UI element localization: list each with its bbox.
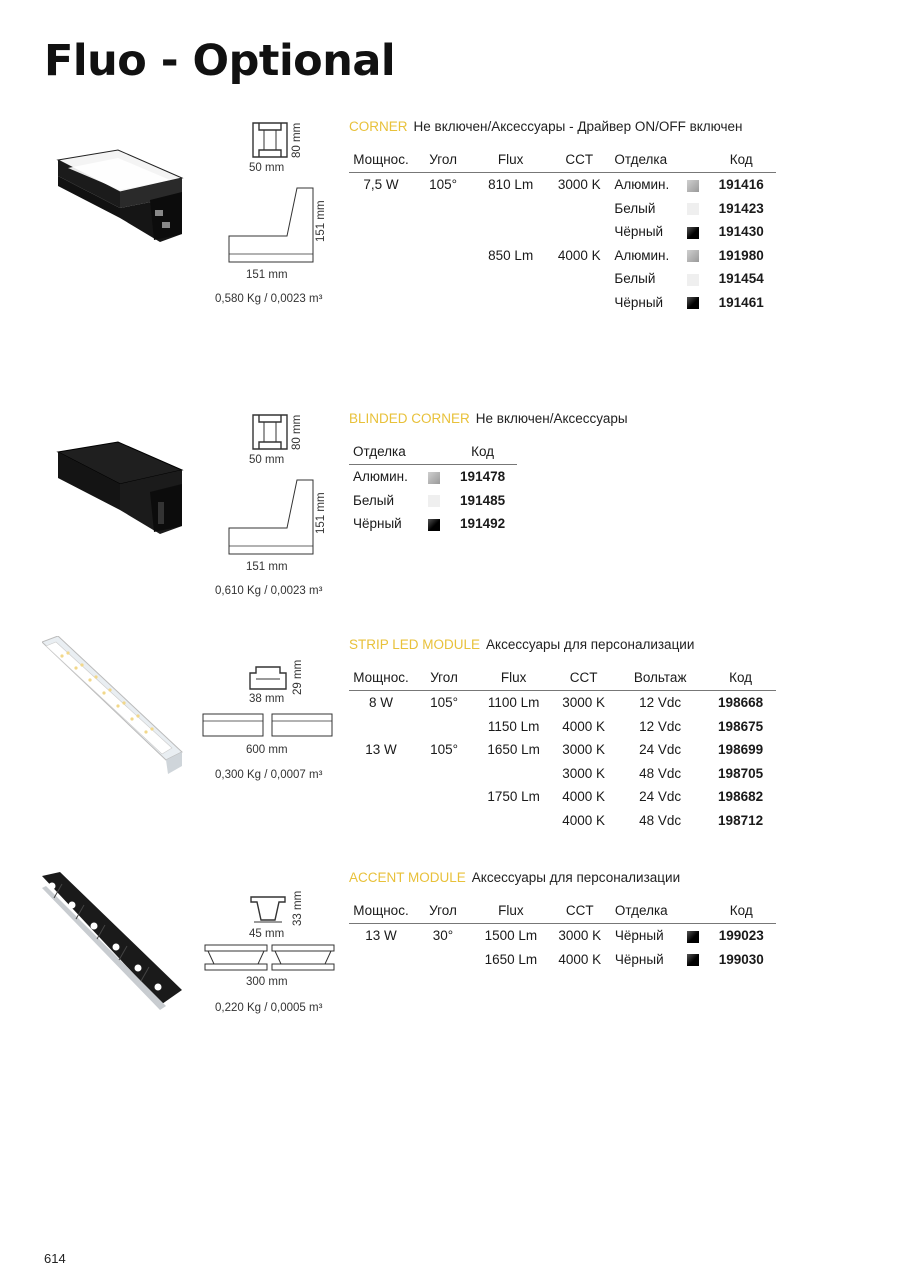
col-power: Мощнос. bbox=[349, 150, 413, 173]
corner-width-label: 50 mm bbox=[249, 162, 285, 174]
strip-led-weight: 0,300 Kg / 0,0007 m³ bbox=[215, 769, 323, 781]
power-cell bbox=[349, 785, 413, 809]
finish-cell: Чёрный bbox=[614, 951, 664, 967]
accent-module-profile-sketch bbox=[248, 894, 288, 926]
accent-module-width-label: 45 mm bbox=[249, 928, 285, 940]
table-header-row bbox=[349, 442, 517, 465]
finish-cell: Белый bbox=[614, 271, 656, 287]
power-cell bbox=[349, 197, 413, 221]
blinded-corner-height-label: 80 mm bbox=[291, 414, 303, 450]
flux-cell: 1650 Lm bbox=[484, 951, 538, 967]
blinded-corner-profile-sketch bbox=[250, 412, 290, 452]
power-cell: 7,5 W bbox=[363, 177, 399, 193]
black-swatch bbox=[687, 931, 699, 943]
accent-module-product-photo bbox=[42, 872, 187, 1012]
accent-module-side-view bbox=[204, 944, 336, 972]
code-cell: 191461 bbox=[718, 294, 764, 310]
cct-cell bbox=[548, 291, 610, 315]
flux-cell bbox=[473, 220, 548, 244]
voltage-cell: 48 Vdc bbox=[639, 812, 682, 828]
col-swatch bbox=[679, 150, 706, 173]
col-angle: Угол bbox=[413, 901, 473, 924]
code-cell: 198668 bbox=[718, 695, 764, 711]
angle-cell bbox=[413, 785, 475, 809]
col-swatch bbox=[680, 901, 707, 924]
finish-cell: Чёрный bbox=[614, 294, 664, 310]
voltage-cell: 24 Vdc bbox=[639, 742, 682, 758]
col-power: Мощнос. bbox=[349, 901, 413, 924]
voltage-cell: 24 Vdc bbox=[639, 789, 682, 805]
col-cct: CCT bbox=[548, 150, 610, 173]
aluminium-swatch bbox=[428, 472, 440, 484]
col-code: Код bbox=[705, 668, 776, 691]
table-header-row bbox=[349, 150, 776, 173]
code-cell: 198705 bbox=[718, 765, 764, 781]
code-cell: 199023 bbox=[718, 928, 764, 944]
power-cell: 13 W bbox=[365, 742, 397, 758]
page-number: 614 bbox=[44, 1251, 66, 1266]
angle-cell bbox=[413, 197, 473, 221]
angle-cell bbox=[413, 715, 475, 739]
code-cell: 191454 bbox=[718, 271, 764, 287]
finish-cell: Чёрный bbox=[614, 928, 664, 944]
strip-led-side-view bbox=[202, 713, 334, 739]
corner-side-view bbox=[227, 184, 317, 264]
code-cell: 198712 bbox=[718, 812, 764, 828]
code-cell: 191416 bbox=[718, 177, 764, 193]
table-header-row bbox=[349, 668, 776, 691]
cct-cell: 3000 K bbox=[562, 695, 605, 711]
table-row bbox=[349, 220, 776, 244]
blinded-corner-heading bbox=[349, 411, 628, 426]
code-cell: 191492 bbox=[460, 516, 506, 532]
col-flux: Flux bbox=[473, 901, 549, 924]
page-title: Fluo - Optional bbox=[44, 36, 396, 86]
flux-cell bbox=[473, 197, 548, 221]
table-row bbox=[349, 762, 776, 786]
angle-cell bbox=[413, 267, 473, 291]
blinded-corner-product-photo bbox=[50, 440, 190, 540]
power-cell bbox=[349, 762, 413, 786]
flux-cell: 810 Lm bbox=[488, 177, 534, 193]
strip-led-description: Аксессуары для персонализации bbox=[486, 637, 695, 652]
power-cell bbox=[349, 244, 413, 268]
strip-led-bottom-label: 600 mm bbox=[246, 744, 288, 756]
angle-cell: 30° bbox=[432, 928, 454, 944]
col-angle: Угол bbox=[413, 668, 475, 691]
accent-module-height-label: 33 mm bbox=[292, 890, 304, 926]
power-cell bbox=[349, 291, 413, 315]
code-cell: 191478 bbox=[460, 469, 506, 485]
angle-cell bbox=[413, 291, 473, 315]
blinded-corner-side-view bbox=[227, 476, 317, 556]
power-cell bbox=[349, 220, 413, 244]
table-row bbox=[349, 173, 776, 197]
power-cell bbox=[349, 948, 413, 972]
col-power: Мощнос. bbox=[349, 668, 413, 691]
white-swatch bbox=[687, 274, 699, 286]
cct-cell: 3000 K bbox=[562, 742, 605, 758]
col-swatch bbox=[420, 442, 448, 465]
finish-cell: Алюмин. bbox=[614, 247, 670, 263]
angle-cell bbox=[413, 220, 473, 244]
cct-cell: 4000 K bbox=[562, 789, 605, 805]
corner-description: Не включен/Аксессуары - Драйвер ON/OFF включен bbox=[413, 119, 743, 134]
col-angle: Угол bbox=[413, 150, 473, 173]
strip-led-product-photo bbox=[42, 636, 192, 776]
angle-cell bbox=[413, 244, 473, 268]
blinded-corner-spec-table bbox=[349, 442, 517, 536]
white-swatch bbox=[687, 203, 699, 215]
table-row bbox=[349, 291, 776, 315]
angle-cell: 105° bbox=[429, 177, 458, 193]
finish-cell: Алюмин. bbox=[353, 469, 408, 485]
col-voltage: Вольтаж bbox=[615, 668, 705, 691]
corner-weight: 0,580 Kg / 0,0023 m³ bbox=[215, 293, 323, 305]
corner-product-photo bbox=[50, 148, 190, 248]
black-swatch bbox=[687, 297, 699, 309]
cct-cell: 4000 K bbox=[562, 812, 605, 828]
col-cct: CCT bbox=[552, 668, 615, 691]
angle-cell bbox=[413, 762, 475, 786]
finish-cell: Чёрный bbox=[614, 224, 664, 240]
power-cell bbox=[349, 715, 413, 739]
blinded-corner-drawing bbox=[215, 404, 345, 604]
strip-led-heading bbox=[349, 637, 694, 652]
finish-cell: Чёрный bbox=[353, 516, 402, 532]
blinded-corner-bottom-label: 151 mm bbox=[246, 561, 288, 573]
flux-cell: 1750 Lm bbox=[487, 789, 540, 805]
col-code: Код bbox=[707, 901, 776, 924]
accent-module-drawing bbox=[200, 888, 340, 1028]
aluminium-swatch bbox=[687, 250, 699, 262]
table-row bbox=[349, 244, 776, 268]
code-cell: 191430 bbox=[718, 224, 764, 240]
table-row bbox=[349, 785, 776, 809]
table-row bbox=[349, 924, 776, 948]
table-row bbox=[349, 197, 776, 221]
accent-module-description: Аксессуары для персонализации bbox=[471, 870, 681, 885]
corner-name: CORNER bbox=[349, 119, 408, 134]
code-cell: 198699 bbox=[718, 742, 764, 758]
code-cell: 191485 bbox=[460, 492, 506, 508]
accent-module-weight: 0,220 Kg / 0,0005 m³ bbox=[215, 1002, 323, 1014]
table-row bbox=[349, 489, 517, 513]
corner-spec-table bbox=[349, 150, 776, 314]
corner-profile-sketch bbox=[250, 120, 290, 160]
col-code: Код bbox=[448, 442, 517, 465]
strip-led-name: STRIP LED MODULE bbox=[349, 637, 481, 652]
finish-cell: Белый bbox=[353, 492, 395, 508]
table-row bbox=[349, 267, 776, 291]
col-cct: CCT bbox=[549, 901, 611, 924]
blinded-corner-width-label: 50 mm bbox=[249, 454, 285, 466]
cct-cell: 3000 K bbox=[557, 177, 601, 193]
strip-led-spec-table bbox=[349, 668, 776, 832]
table-header-row bbox=[349, 901, 776, 924]
aluminium-swatch bbox=[687, 180, 699, 192]
black-swatch bbox=[428, 519, 440, 531]
finish-cell: Белый bbox=[614, 200, 656, 216]
col-finish: Отделка bbox=[611, 901, 680, 924]
corner-drawing bbox=[215, 112, 345, 312]
voltage-cell: 48 Vdc bbox=[639, 765, 682, 781]
flux-cell: 1150 Lm bbox=[487, 718, 540, 734]
table-row bbox=[349, 465, 517, 489]
black-swatch bbox=[687, 227, 699, 239]
flux-cell: 850 Lm bbox=[488, 247, 534, 263]
angle-cell: 105° bbox=[430, 695, 459, 711]
table-row bbox=[349, 948, 776, 972]
code-cell: 198675 bbox=[718, 718, 764, 734]
power-cell bbox=[349, 267, 413, 291]
flux-cell bbox=[475, 809, 552, 833]
angle-cell bbox=[413, 948, 473, 972]
cct-cell: 4000 K bbox=[562, 718, 605, 734]
strip-led-drawing bbox=[200, 655, 340, 795]
angle-cell: 105° bbox=[430, 742, 459, 758]
angle-cell bbox=[413, 809, 475, 833]
code-cell: 199030 bbox=[718, 951, 764, 967]
cct-cell: 3000 K bbox=[562, 765, 605, 781]
blinded-corner-description: Не включен/Аксессуары bbox=[475, 411, 628, 426]
table-row bbox=[349, 691, 776, 715]
flux-cell: 1650 Lm bbox=[487, 742, 540, 758]
col-flux: Flux bbox=[475, 668, 552, 691]
blinded-corner-side-label: 151 mm bbox=[315, 492, 327, 534]
finish-cell: Алюмин. bbox=[614, 177, 670, 193]
flux-cell bbox=[473, 267, 548, 291]
cct-cell: 4000 K bbox=[558, 951, 602, 967]
flux-cell: 1500 Lm bbox=[484, 928, 538, 944]
table-row bbox=[349, 809, 776, 833]
accent-module-bottom-label: 300 mm bbox=[246, 976, 288, 988]
flux-cell bbox=[473, 291, 548, 315]
col-code: Код bbox=[706, 150, 776, 173]
col-flux: Flux bbox=[473, 150, 548, 173]
cct-cell: 3000 K bbox=[558, 928, 602, 944]
table-row bbox=[349, 512, 517, 536]
table-row bbox=[349, 738, 776, 762]
corner-bottom-label: 151 mm bbox=[246, 269, 288, 281]
accent-module-heading bbox=[349, 870, 680, 885]
code-cell: 198682 bbox=[718, 789, 764, 805]
col-finish: Отделка bbox=[610, 150, 679, 173]
cct-cell bbox=[548, 220, 610, 244]
power-cell: 8 W bbox=[368, 695, 393, 711]
power-cell bbox=[349, 809, 413, 833]
accent-module-name: ACCENT MODULE bbox=[349, 870, 466, 885]
strip-led-height-label: 29 mm bbox=[292, 659, 304, 695]
cct-cell: 4000 K bbox=[557, 247, 601, 263]
flux-cell bbox=[475, 762, 552, 786]
white-swatch bbox=[428, 495, 440, 507]
flux-cell: 1100 Lm bbox=[487, 695, 540, 711]
table-row bbox=[349, 715, 776, 739]
voltage-cell: 12 Vdc bbox=[639, 718, 682, 734]
blinded-corner-weight: 0,610 Kg / 0,0023 m³ bbox=[215, 585, 323, 597]
cct-cell bbox=[548, 197, 610, 221]
corner-heading bbox=[349, 119, 743, 134]
accent-module-spec-table bbox=[349, 901, 776, 971]
voltage-cell: 12 Vdc bbox=[639, 695, 682, 711]
col-finish: Отделка bbox=[349, 442, 420, 465]
corner-height-label: 80 mm bbox=[291, 122, 303, 158]
corner-side-label: 151 mm bbox=[315, 200, 327, 242]
blinded-corner-name: BLINDED CORNER bbox=[349, 411, 470, 426]
black-swatch bbox=[687, 954, 699, 966]
strip-led-profile-sketch bbox=[248, 663, 288, 691]
power-cell: 13 W bbox=[365, 928, 397, 944]
strip-led-width-label: 38 mm bbox=[249, 693, 285, 705]
code-cell: 191980 bbox=[718, 247, 764, 263]
cct-cell bbox=[548, 267, 610, 291]
code-cell: 191423 bbox=[718, 200, 764, 216]
